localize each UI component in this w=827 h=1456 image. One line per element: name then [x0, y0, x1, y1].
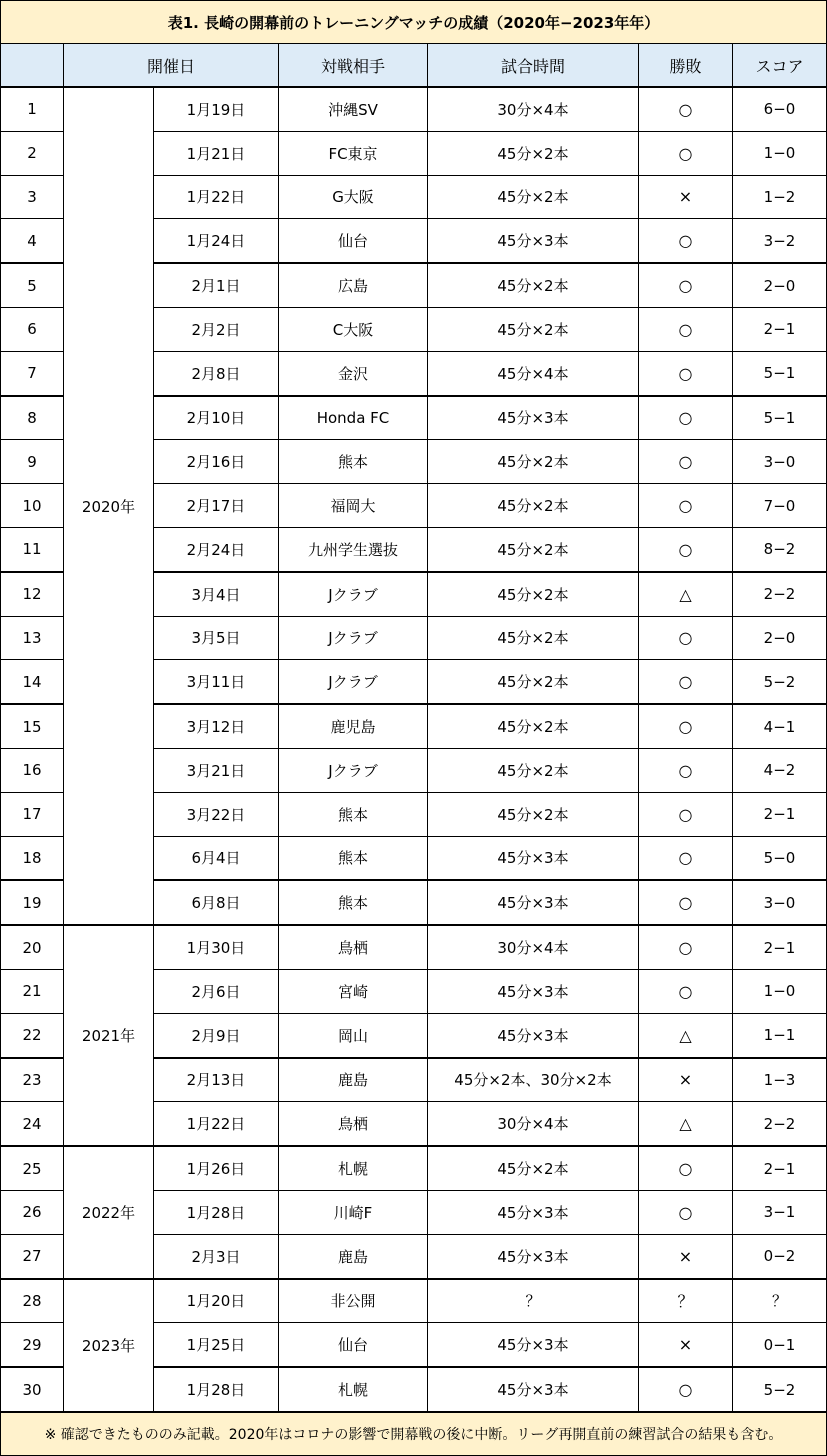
row-number: 8 — [1, 396, 64, 440]
match-duration: 45分×2本 — [428, 1146, 639, 1190]
opponent-name: 広島 — [279, 263, 428, 307]
header-opponent: 対戦相手 — [279, 44, 428, 88]
match-date: 2月3日 — [154, 1234, 279, 1278]
result-mark: ○ — [639, 396, 733, 440]
opponent-name: G大阪 — [279, 175, 428, 219]
match-date: 1月24日 — [154, 219, 279, 263]
result-mark: ○ — [639, 969, 733, 1013]
match-duration: 45分×2本、30分×2本 — [428, 1058, 639, 1102]
opponent-name: 鹿島 — [279, 1234, 428, 1278]
opponent-name: Jクラブ — [279, 616, 428, 660]
row-number: 12 — [1, 572, 64, 616]
opponent-name: 福岡大 — [279, 484, 428, 528]
match-score: 2−2 — [733, 572, 827, 616]
opponent-name: 岡山 — [279, 1013, 428, 1057]
match-score: 5−1 — [733, 351, 827, 395]
row-number: 30 — [1, 1367, 64, 1412]
match-duration: 45分×3本 — [428, 969, 639, 1013]
match-duration: 30分×4本 — [428, 1102, 639, 1146]
match-date: 6月8日 — [154, 880, 279, 925]
opponent-name: C大阪 — [279, 307, 428, 351]
match-duration: 45分×2本 — [428, 748, 639, 792]
match-score: 3−2 — [733, 219, 827, 263]
result-mark: ○ — [639, 527, 733, 571]
table-row — [1, 1146, 827, 1190]
match-score: 5−2 — [733, 660, 827, 704]
match-score: 4−1 — [733, 704, 827, 748]
row-number: 26 — [1, 1190, 64, 1234]
match-date: 3月21日 — [154, 748, 279, 792]
match-score: 8−2 — [733, 527, 827, 571]
match-date: 1月21日 — [154, 131, 279, 175]
opponent-name: 宮崎 — [279, 969, 428, 1013]
result-mark: × — [639, 175, 733, 219]
match-score: 3−0 — [733, 440, 827, 484]
match-duration: 45分×3本 — [428, 1323, 639, 1367]
table-row — [1, 87, 827, 131]
match-date: 2月10日 — [154, 396, 279, 440]
header-score: スコア — [733, 44, 827, 88]
match-duration: 45分×2本 — [428, 572, 639, 616]
match-duration: 45分×2本 — [428, 527, 639, 571]
match-date: 2月24日 — [154, 527, 279, 571]
row-number: 20 — [1, 925, 64, 969]
match-duration: 45分×2本 — [428, 704, 639, 748]
match-score: ？ — [733, 1279, 827, 1323]
opponent-name: 熊本 — [279, 880, 428, 925]
result-mark: ○ — [639, 1367, 733, 1412]
year-cell: 2020年 — [64, 87, 154, 925]
opponent-name: 熊本 — [279, 440, 428, 484]
result-mark: ○ — [639, 351, 733, 395]
match-duration: 45分×3本 — [428, 1190, 639, 1234]
opponent-name: 鹿島 — [279, 1058, 428, 1102]
year-cell: 2023年 — [64, 1279, 154, 1412]
row-number: 6 — [1, 307, 64, 351]
row-number: 28 — [1, 1279, 64, 1323]
match-duration: 45分×2本 — [428, 307, 639, 351]
result-mark: ○ — [639, 1146, 733, 1190]
row-number: 24 — [1, 1102, 64, 1146]
match-duration: 45分×4本 — [428, 351, 639, 395]
match-date: 1月22日 — [154, 1102, 279, 1146]
opponent-name: 熊本 — [279, 792, 428, 836]
match-date: 2月16日 — [154, 440, 279, 484]
result-mark: ○ — [639, 660, 733, 704]
row-number: 9 — [1, 440, 64, 484]
match-date: 2月17日 — [154, 484, 279, 528]
result-mark: ○ — [639, 748, 733, 792]
result-mark: ○ — [639, 131, 733, 175]
match-score: 5−0 — [733, 836, 827, 880]
match-duration: 30分×4本 — [428, 925, 639, 969]
opponent-name: 札幌 — [279, 1367, 428, 1412]
match-date: 2月2日 — [154, 307, 279, 351]
match-score: 1−3 — [733, 1058, 827, 1102]
header-duration: 試合時間 — [428, 44, 639, 88]
match-date: 3月5日 — [154, 616, 279, 660]
result-mark: ○ — [639, 880, 733, 925]
match-date: 3月22日 — [154, 792, 279, 836]
header-no — [1, 44, 64, 88]
opponent-name: 沖縄SV — [279, 87, 428, 131]
opponent-name: Jクラブ — [279, 748, 428, 792]
match-duration: 45分×3本 — [428, 880, 639, 925]
match-date: 1月25日 — [154, 1323, 279, 1367]
match-duration: 45分×3本 — [428, 836, 639, 880]
year-cell: 2021年 — [64, 925, 154, 1146]
table-title: 表1. 長崎の開幕前のトレーニングマッチの成績（2020年−2023年年） — [1, 1, 827, 44]
row-number: 11 — [1, 527, 64, 571]
row-number: 29 — [1, 1323, 64, 1367]
row-number: 2 — [1, 131, 64, 175]
match-score: 2−0 — [733, 263, 827, 307]
row-number: 14 — [1, 660, 64, 704]
match-score: 5−2 — [733, 1367, 827, 1412]
result-mark: △ — [639, 572, 733, 616]
row-number: 7 — [1, 351, 64, 395]
result-mark: × — [639, 1234, 733, 1278]
match-score: 2−0 — [733, 616, 827, 660]
match-date: 1月19日 — [154, 87, 279, 131]
match-duration: 45分×2本 — [428, 175, 639, 219]
match-duration: 45分×3本 — [428, 396, 639, 440]
row-number: 22 — [1, 1013, 64, 1057]
match-date: 6月4日 — [154, 836, 279, 880]
match-duration: 45分×2本 — [428, 616, 639, 660]
match-duration: 45分×3本 — [428, 1013, 639, 1057]
result-mark: ○ — [639, 925, 733, 969]
match-score: 1−0 — [733, 969, 827, 1013]
opponent-name: 金沢 — [279, 351, 428, 395]
match-date: 3月12日 — [154, 704, 279, 748]
result-mark: ○ — [639, 1190, 733, 1234]
result-mark: ○ — [639, 263, 733, 307]
opponent-name: Honda FC — [279, 396, 428, 440]
result-mark: × — [639, 1058, 733, 1102]
match-score: 6−0 — [733, 87, 827, 131]
opponent-name: 九州学生選抜 — [279, 527, 428, 571]
opponent-name: Jクラブ — [279, 572, 428, 616]
match-score: 2−1 — [733, 307, 827, 351]
result-mark: ○ — [639, 836, 733, 880]
row-number: 21 — [1, 969, 64, 1013]
row-number: 13 — [1, 616, 64, 660]
match-duration: 45分×3本 — [428, 219, 639, 263]
match-score: 1−1 — [733, 1013, 827, 1057]
match-duration: 45分×2本 — [428, 484, 639, 528]
row-number: 18 — [1, 836, 64, 880]
opponent-name: 鳥栖 — [279, 1102, 428, 1146]
row-number: 1 — [1, 87, 64, 131]
match-score: 3−0 — [733, 880, 827, 925]
match-score: 7−0 — [733, 484, 827, 528]
match-duration: 45分×2本 — [428, 440, 639, 484]
opponent-name: 鳥栖 — [279, 925, 428, 969]
result-mark: ○ — [639, 792, 733, 836]
row-number: 17 — [1, 792, 64, 836]
row-number: 19 — [1, 880, 64, 925]
result-mark: ○ — [639, 87, 733, 131]
match-date: 3月4日 — [154, 572, 279, 616]
match-score: 1−2 — [733, 175, 827, 219]
opponent-name: 熊本 — [279, 836, 428, 880]
match-date: 1月20日 — [154, 1279, 279, 1323]
opponent-name: 非公開 — [279, 1279, 428, 1323]
opponent-name: 札幌 — [279, 1146, 428, 1190]
year-cell: 2022年 — [64, 1146, 154, 1278]
result-mark: ？ — [639, 1279, 733, 1323]
row-number: 23 — [1, 1058, 64, 1102]
match-score: 1−0 — [733, 131, 827, 175]
match-duration: 45分×3本 — [428, 1367, 639, 1412]
opponent-name: 仙台 — [279, 219, 428, 263]
row-number: 5 — [1, 263, 64, 307]
match-score: 3−1 — [733, 1190, 827, 1234]
match-date: 2月6日 — [154, 969, 279, 1013]
match-duration: 45分×2本 — [428, 792, 639, 836]
result-mark: △ — [639, 1013, 733, 1057]
match-score: 0−1 — [733, 1323, 827, 1367]
row-number: 15 — [1, 704, 64, 748]
match-score: 2−1 — [733, 925, 827, 969]
match-duration: 45分×2本 — [428, 660, 639, 704]
opponent-name: 鹿児島 — [279, 704, 428, 748]
match-duration: 45分×3本 — [428, 1234, 639, 1278]
row-number: 4 — [1, 219, 64, 263]
match-duration: ？ — [428, 1279, 639, 1323]
opponent-name: 仙台 — [279, 1323, 428, 1367]
match-score: 0−2 — [733, 1234, 827, 1278]
row-number: 27 — [1, 1234, 64, 1278]
match-date: 2月1日 — [154, 263, 279, 307]
result-mark: ○ — [639, 484, 733, 528]
match-date: 3月11日 — [154, 660, 279, 704]
row-number: 3 — [1, 175, 64, 219]
row-number: 10 — [1, 484, 64, 528]
match-date: 2月8日 — [154, 351, 279, 395]
match-date: 1月26日 — [154, 1146, 279, 1190]
header-date: 開催日 — [64, 44, 279, 88]
result-mark: ○ — [639, 704, 733, 748]
result-mark: ○ — [639, 616, 733, 660]
match-date: 1月28日 — [154, 1190, 279, 1234]
result-mark: ○ — [639, 440, 733, 484]
match-score: 2−1 — [733, 1146, 827, 1190]
match-duration: 45分×2本 — [428, 263, 639, 307]
opponent-name: Jクラブ — [279, 660, 428, 704]
match-score: 2−2 — [733, 1102, 827, 1146]
match-date: 2月9日 — [154, 1013, 279, 1057]
match-date: 1月22日 — [154, 175, 279, 219]
table-row — [1, 1279, 827, 1323]
match-date: 1月28日 — [154, 1367, 279, 1412]
table-note: ※ 確認できたもののみ記載。2020年はコロナの影響で開幕戦の後に中断。リーグ再開直前の練習試合の結果も含む。 — [1, 1412, 827, 1456]
row-number: 16 — [1, 748, 64, 792]
match-score: 4−2 — [733, 748, 827, 792]
match-duration: 45分×2本 — [428, 131, 639, 175]
result-mark: △ — [639, 1102, 733, 1146]
match-score: 5−1 — [733, 396, 827, 440]
opponent-name: FC東京 — [279, 131, 428, 175]
table-row — [1, 925, 827, 969]
result-mark: ○ — [639, 219, 733, 263]
result-mark: ○ — [639, 307, 733, 351]
header-result: 勝敗 — [639, 44, 733, 88]
match-date: 1月30日 — [154, 925, 279, 969]
result-mark: × — [639, 1323, 733, 1367]
match-score: 2−1 — [733, 792, 827, 836]
match-duration: 30分×4本 — [428, 87, 639, 131]
opponent-name: 川崎F — [279, 1190, 428, 1234]
match-date: 2月13日 — [154, 1058, 279, 1102]
row-number: 25 — [1, 1146, 64, 1190]
